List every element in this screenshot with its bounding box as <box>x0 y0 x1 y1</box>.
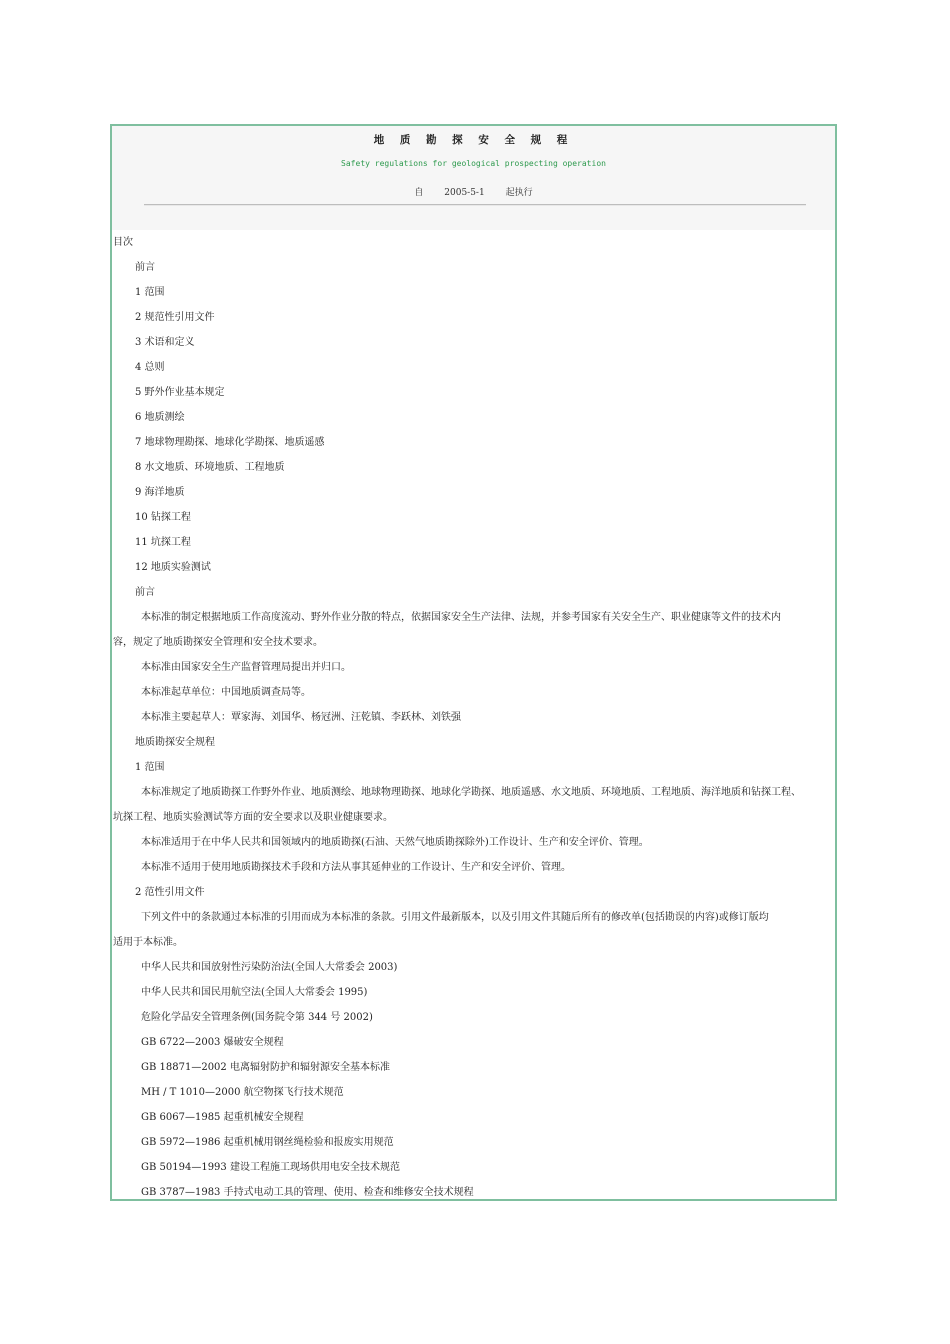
document-title: 地 质 勘 探 安 全 规 程 <box>373 134 574 146</box>
toc-item: 4 总则 <box>135 362 165 373</box>
reference-item: MH / T 1010—2000 航空物探飞行技术规范 <box>141 1087 344 1098</box>
toc-item: 12 地质实验测试 <box>135 562 211 573</box>
foreword-heading: 前言 <box>135 587 155 598</box>
effective-date: 2005-5-1 <box>444 188 485 198</box>
toc-item: 11 坑探工程 <box>135 537 191 548</box>
reference-item: GB 5972—1986 起重机械用钢丝绳检验和报废实用规范 <box>141 1137 394 1148</box>
toc-item: 6 地质测绘 <box>135 412 185 423</box>
toc-item: 8 水文地质、环境地质、工程地质 <box>135 462 285 473</box>
document-header <box>112 126 835 230</box>
toc-heading: 目次 <box>113 237 133 248</box>
reference-item: 中华人民共和国民用航空法(全国人大常委会 1995) <box>141 987 368 998</box>
section-paragraph: 本标准不适用于使用地质勘探技术手段和方法从事其延伸业的工作设计、生产和安全评价、管理。 <box>141 862 571 873</box>
date-prefix: 自 <box>414 188 424 198</box>
toc-item: 前言 <box>135 262 155 273</box>
reference-item: GB 6067—1985 起重机械安全规程 <box>141 1112 304 1123</box>
body-title: 地质勘探安全规程 <box>135 737 215 748</box>
section-paragraph: 本标准适用于在中华人民共和国领域内的地质勘探(石油、天然气地质勘探除外)工作设计、生产和安全评价、管理。 <box>141 837 649 848</box>
toc-item: 10 钻探工程 <box>135 512 191 523</box>
toc-item: 2 规范性引用文件 <box>135 312 215 323</box>
reference-item: GB 6722—2003 爆破安全规程 <box>141 1037 284 1048</box>
toc-item: 9 海洋地质 <box>135 487 185 498</box>
section-heading: 1 范围 <box>135 762 165 773</box>
document-subtitle: Safety regulations for geological prospecting operation <box>341 159 606 168</box>
foreword-paragraph: 本标准起草单位：中国地质调查局等。 <box>141 687 311 698</box>
reference-item: GB 50194—1993 建设工程施工现场供用电安全技术规范 <box>141 1162 400 1173</box>
toc-item: 7 地球物理勘探、地球化学勘探、地质遥感 <box>135 437 325 448</box>
section-paragraph: 下列文件中的条款通过本标准的引用而成为本标准的条款。引用文件最新版本，以及引用文件其随后所有的修改单(包括勘误的内容)或修订版均 <box>141 912 769 923</box>
date-suffix: 起执行 <box>505 188 533 198</box>
toc-item: 3 术语和定义 <box>135 337 195 348</box>
reference-item: GB 18871—2002 电离辐射防护和辐射源安全基本标准 <box>141 1062 390 1073</box>
section-paragraph-continued: 坑探工程、地质实验测试等方面的安全要求以及职业健康要求。 <box>113 812 393 823</box>
toc-item: 5 野外作业基本规定 <box>135 387 225 398</box>
foreword-paragraph: 本标准的制定根据地质工作高度流动、野外作业分散的特点，依据国家安全生产法律、法规，并参考国家有关安全生产、职业健康等文件的技术内 <box>141 612 781 623</box>
foreword-paragraph-continued: 容，规定了地质勘探安全管理和安全技术要求。 <box>113 637 323 648</box>
foreword-paragraph: 本标准由国家安全生产监督管理局提出并归口。 <box>141 662 351 673</box>
document-frame <box>110 124 837 1201</box>
section-paragraph-continued: 适用于本标准。 <box>113 937 183 948</box>
reference-item: GB 3787—1983 手持式电动工具的管理、使用、检查和维修安全技术规程 <box>141 1187 474 1198</box>
reference-item: 危险化学品安全管理条例(国务院令第 344 号 2002) <box>141 1012 373 1023</box>
document-body <box>112 230 835 1205</box>
section-heading: 2 范性引用文件 <box>135 887 205 898</box>
header-divider <box>144 204 806 206</box>
section-paragraph: 本标准规定了地质勘探工作野外作业、地质测绘、地球物理勘探、地球化学勘探、地质遥感、水文地质、环境地质、工程地质、海洋地质和钻探工程、 <box>141 787 801 798</box>
effective-date-line <box>112 185 835 198</box>
reference-item: 中华人民共和国放射性污染防治法(全国人大常委会 2003) <box>141 962 398 973</box>
toc-item: 1 范围 <box>135 287 165 298</box>
foreword-paragraph: 本标准主要起草人：覃家海、刘国华、杨冠洲、汪乾镇、李跃林、刘铁强 <box>141 712 461 723</box>
